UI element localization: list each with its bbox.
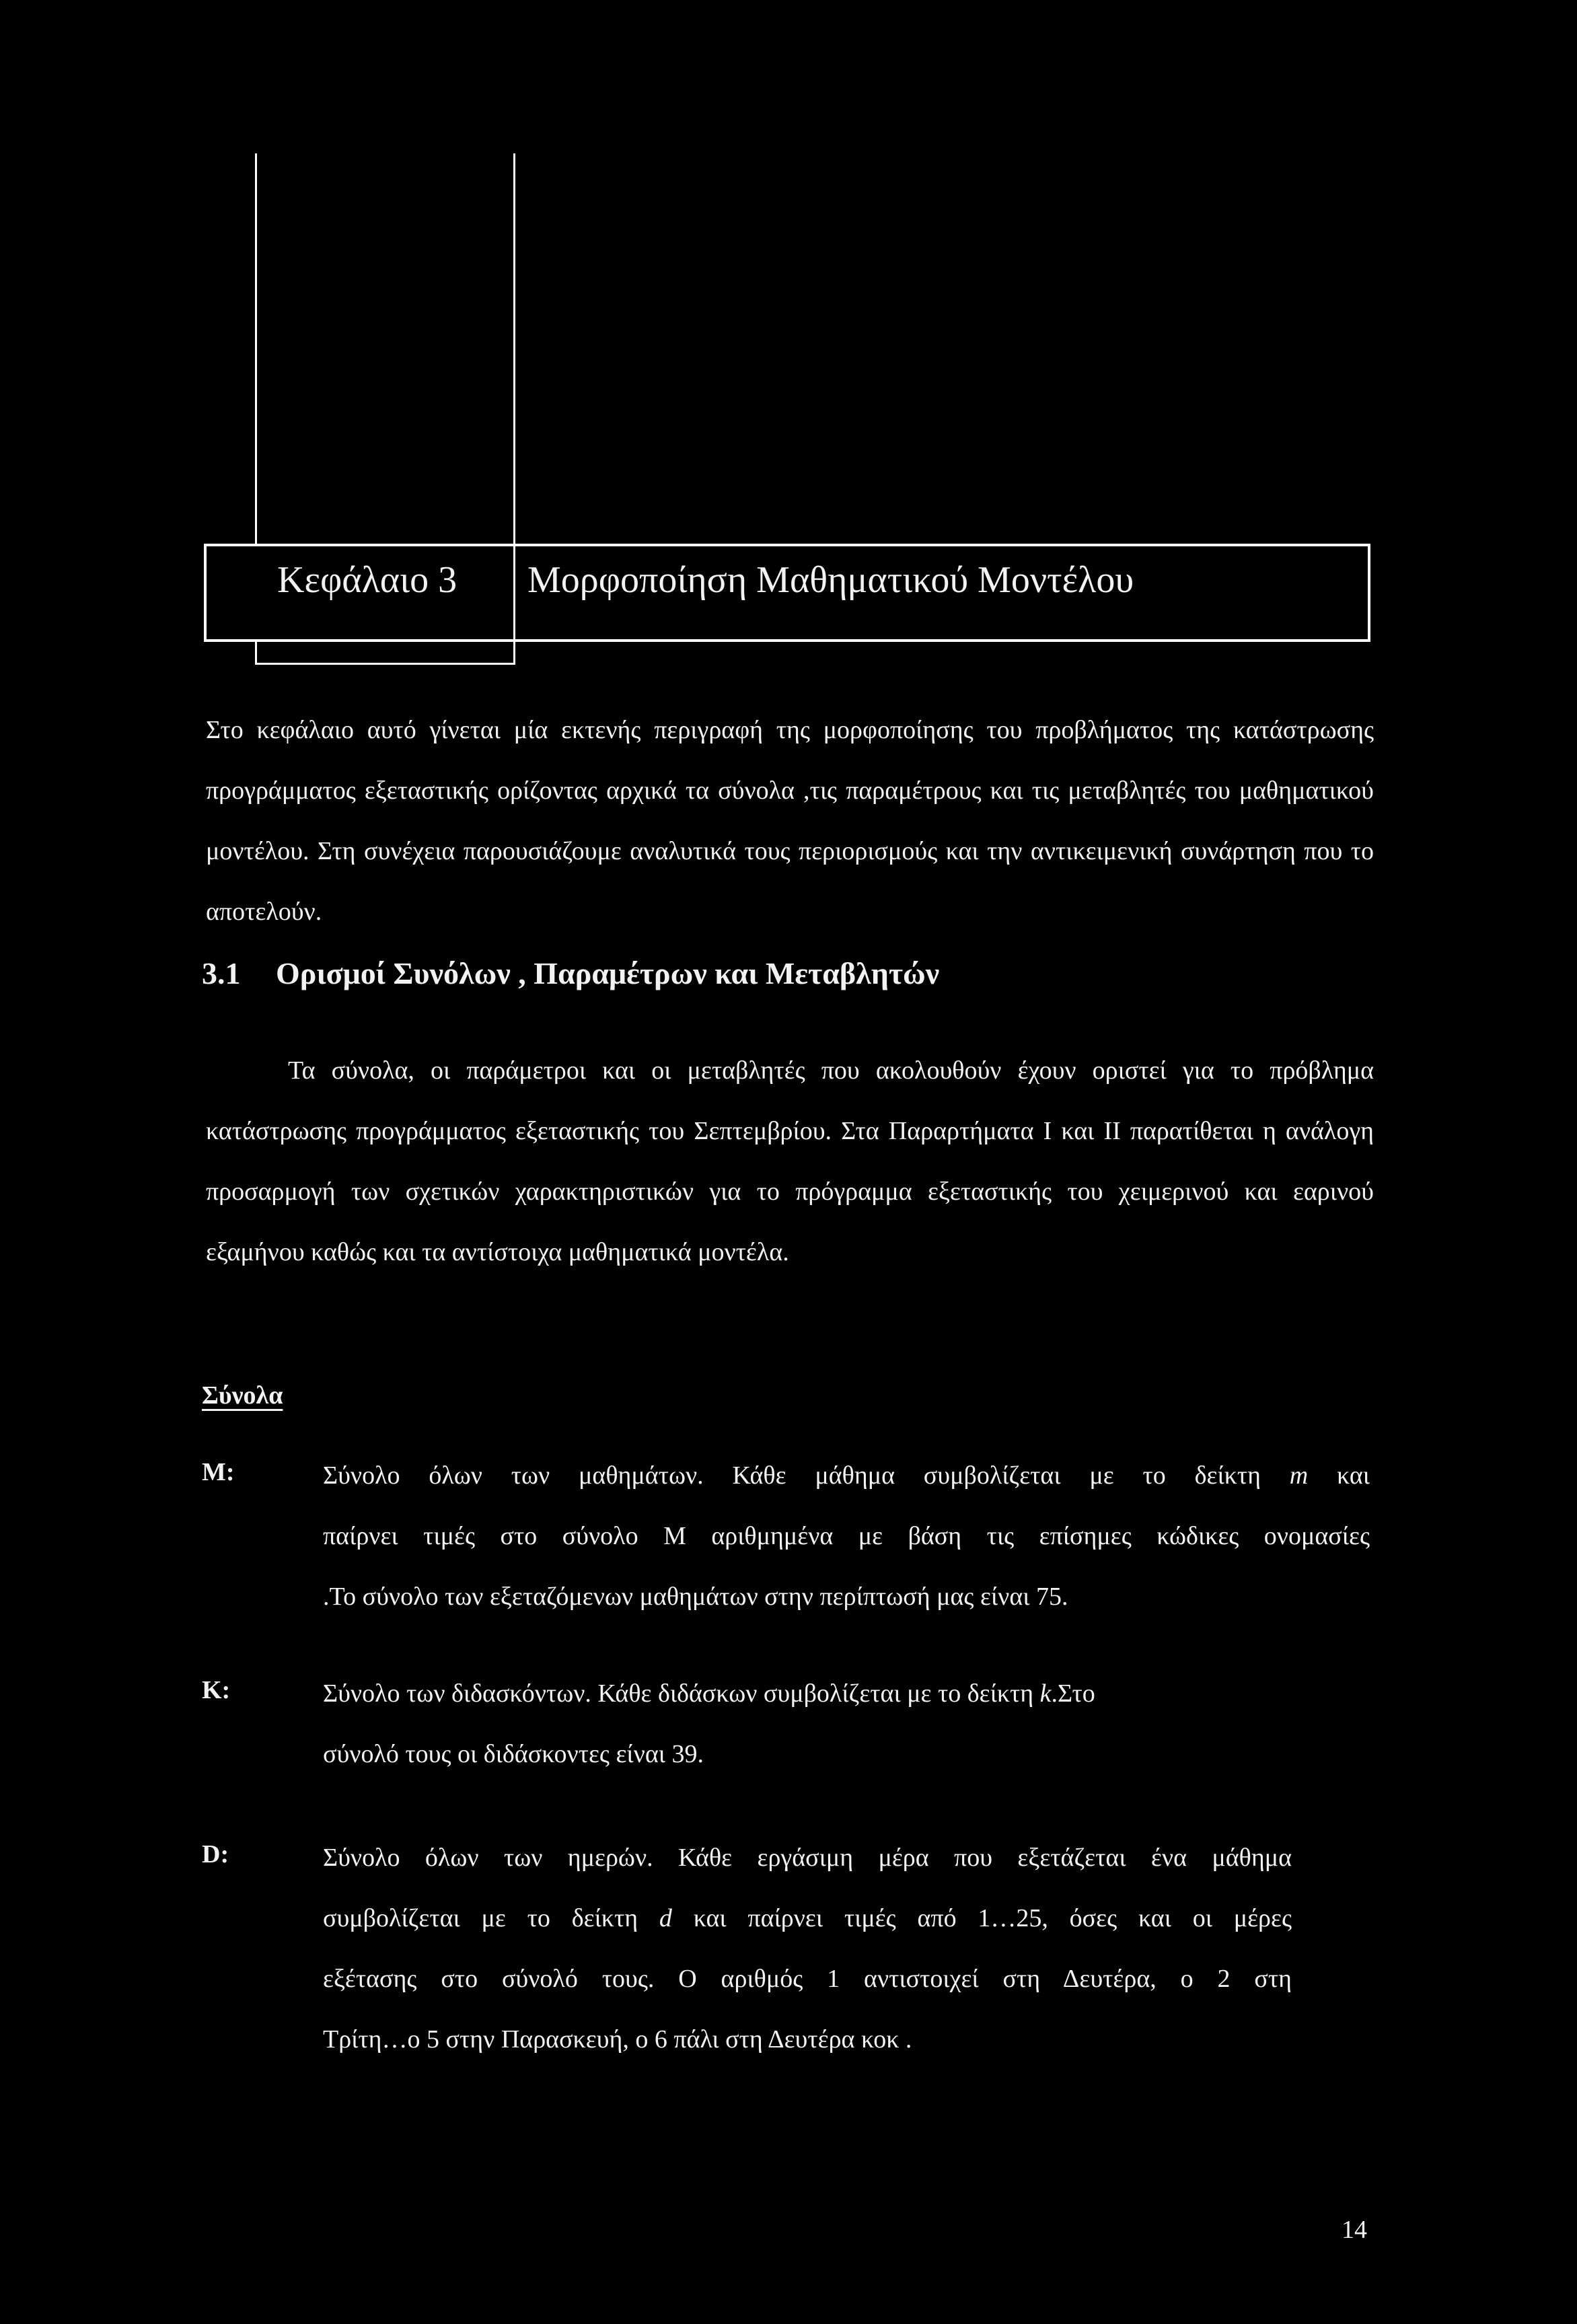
set-k-line-1: [323, 1663, 1305, 1724]
frame-bottom-tab: [255, 663, 515, 665]
frame-vline-left-bottom: [255, 639, 257, 665]
set-d-line-2: [323, 1888, 1292, 1949]
set-m-index: m: [1289, 1461, 1309, 1490]
set-d-line-2b: και παίρνει τιμές από 1…25, όσες και οι μέρες: [693, 1904, 1292, 1932]
chapter-title: Μορφοποίηση Μαθηματικού Μοντέλου: [527, 559, 1134, 601]
set-d-line-2a: συμβολίζεται με το δείκτη: [323, 1904, 638, 1932]
set-k-symbol: K:: [202, 1676, 231, 1704]
page-number: 14: [1342, 2216, 1367, 2244]
set-d-line-4: Τρίτη…ο 5 στην Παρασκευή, ο 6 πάλι στη Δευτέρα κοκ .: [323, 2025, 912, 2054]
set-m-line-3: .Το σύνολο των εξεταζόμενων μαθημάτων στην περίπτωσή μας είναι 75.: [323, 1583, 1068, 1611]
frame-divider: [513, 544, 515, 665]
set-m-line-1a: Σύνολο όλων των μαθημάτων. Κάθε μάθημα συμβολίζεται με το δείκτη: [323, 1461, 1261, 1490]
frame-top-border: [204, 544, 1370, 546]
set-d-symbol: D:: [202, 1840, 229, 1868]
set-m-description: [323, 1445, 1370, 1627]
section-heading: [202, 955, 939, 991]
set-m-line-1b: και: [1337, 1461, 1370, 1490]
set-d-description: [323, 1827, 1292, 2070]
set-d-index: d: [659, 1904, 672, 1932]
frame-left-border: [204, 544, 207, 641]
sets-heading: Σύνολα: [202, 1381, 283, 1410]
set-m-line-2: παίρνει τιμές στο σύνολο Μ αριθμημένα με βάση τις επίσημες κώδικες ονομασίες: [323, 1522, 1370, 1550]
section-title: Ορισμοί Συνόλων , Παραμέτρων και Μεταβλητών: [276, 956, 940, 990]
section-paragraph: Τα σύνολα, οι παράμετροι και οι μεταβλητές που ακολουθούν έχουν οριστεί για το πρόβλημα κατάστρωσης προγράμματος εξεταστικής του Σεπτεμβρίου. Στα Παραρτήματα Ι και ΙΙ παρατίθεται η ανάλογη προσαρμογή των σχετικών χαρακτηριστικών για το πρόγραμμα εξεταστικής του χειμερινού και εαρινού εξαμήνου καθώς και τα αντίστοιχα μαθηματικά μοντέλα.: [206, 1056, 1374, 1266]
frame-vline-left-top: [255, 153, 257, 545]
frame-vline-mid-top: [513, 153, 515, 545]
set-d-line-3: εξέτασης στο σύνολό τους. Ο αριθμός 1 αντιστοιχεί στη Δευτέρα, ο 2 στη: [323, 1965, 1292, 1993]
set-k-index: k: [1039, 1679, 1052, 1708]
set-m-symbol: M:: [202, 1458, 235, 1486]
frame-bottom-border: [204, 639, 1370, 642]
frame-right-border: [1368, 544, 1370, 641]
chapter-label: Κεφάλαιο 3: [277, 559, 457, 601]
set-m-line-1: [323, 1445, 1370, 1506]
intro-paragraph: Στο κεφάλαιο αυτό γίνεται μία εκτενής περιγραφή της μορφοποίησης του προβλήματος της κατάστρωσης προγράμματος εξεταστικής ορίζοντας αρχικά τα σύνολα ,τις παραμέτρους και τις μεταβλητές του μαθηματικού μοντέλου. Στη συνέχεια παρουσιάζουμε αναλυτικά τους περιορισμούς και την αντικειμενική συνάρτηση που το αποτελούν.: [206, 716, 1374, 926]
set-d-line-1: Σύνολο όλων των ημερών. Κάθε εργάσιμη μέρα που εξετάζεται ένα μάθημα: [323, 1844, 1292, 1872]
section-number: 3.1: [202, 956, 241, 990]
set-k-line-1a: Σύνολο των διδασκόντων. Κάθε διδάσκων συμβολίζεται με το δείκτη: [323, 1679, 1034, 1708]
set-k-description: [323, 1663, 1305, 1784]
set-k-line-1b: .Στο: [1051, 1679, 1095, 1708]
set-k-line-2: σύνολό τους οι διδάσκοντες είναι 39.: [323, 1740, 704, 1768]
